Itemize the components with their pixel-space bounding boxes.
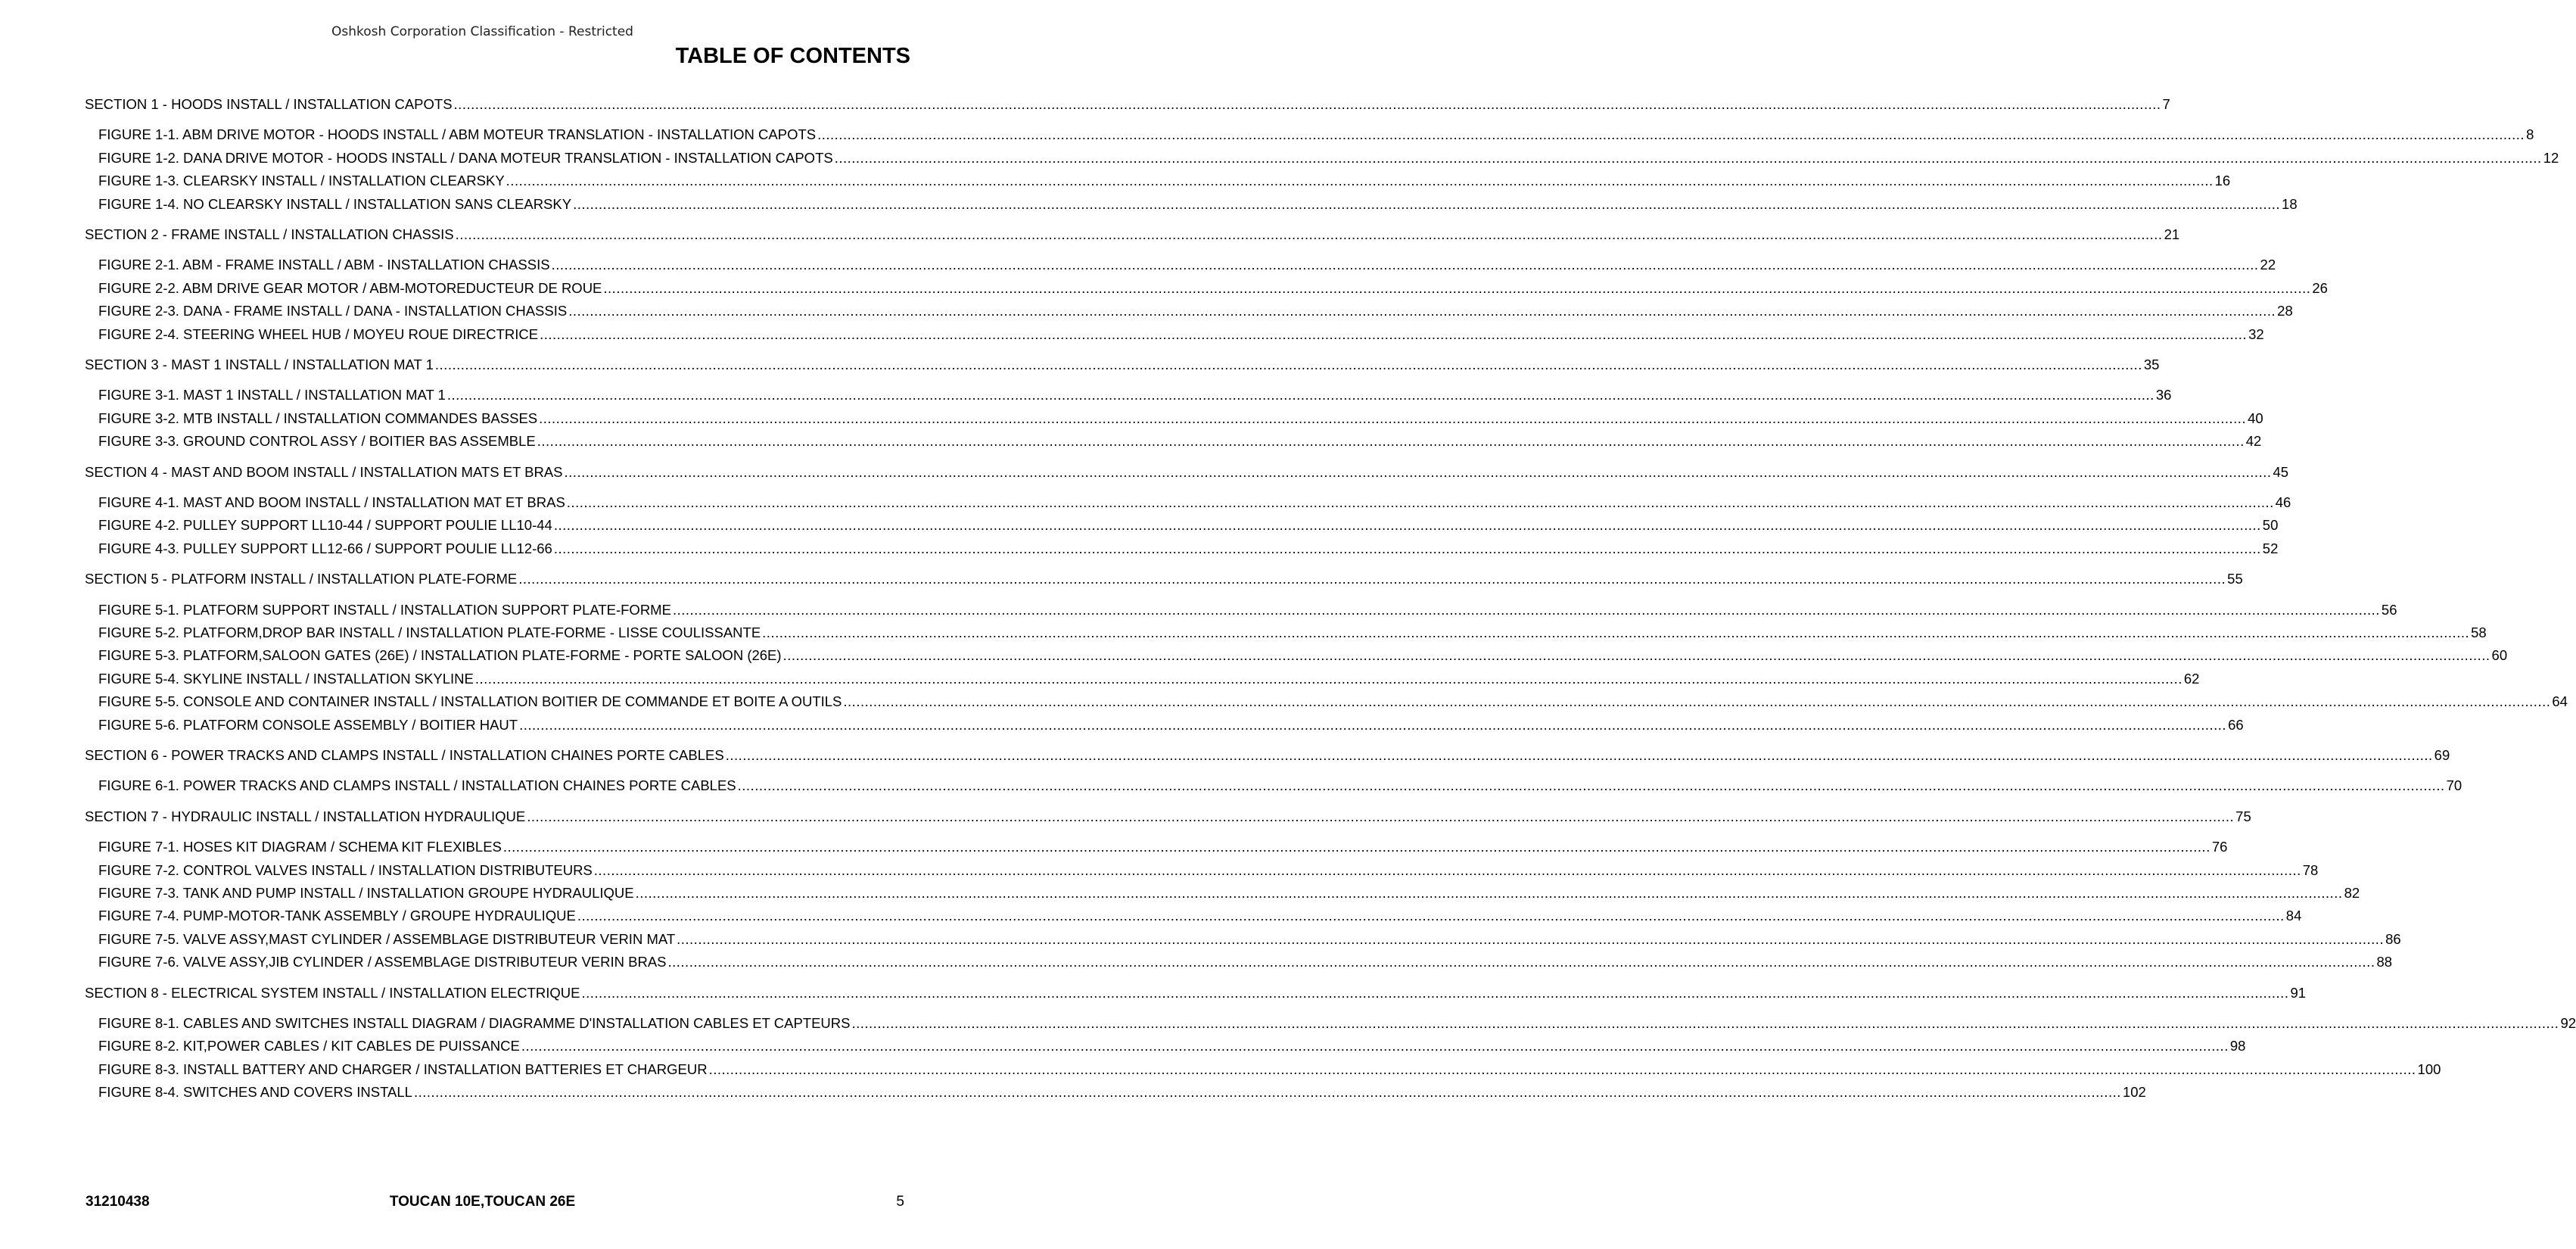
toc-entry-page: 56	[2381, 602, 2397, 618]
dot-leader: ................................................................................................................................................................................................................................................................................................................................................................................................................	[553, 517, 2261, 533]
toc-entry-page: 102	[2122, 1084, 2146, 1100]
page-title: TABLE OF CONTENTS	[675, 44, 910, 68]
toc-figure-entry[interactable]	[98, 908, 2302, 924]
dot-leader: ................................................................................................................................................................................................................................................................................................................................................................................................................	[434, 357, 2142, 372]
dot-leader: ................................................................................................................................................................................................................................................................................................................................................................................................................	[568, 303, 2276, 319]
dot-leader: ................................................................................................................................................................................................................................................................................................................................................................................................................	[577, 908, 2285, 924]
toc-entry-page: 64	[2552, 693, 2568, 709]
toc-entry-label: FIGURE 5-6. PLATFORM CONSOLE ASSEMBLY / BOITIER HAUT	[98, 717, 518, 733]
toc-entry-label: FIGURE 6-1. POWER TRACKS AND CLAMPS INSTALL / INSTALLATION CHAINES PORTE CABLES	[98, 777, 736, 793]
dot-leader: ................................................................................................................................................................................................................................................................................................................................................................................................................	[455, 226, 2163, 242]
toc-figure-entry[interactable]	[98, 540, 2279, 557]
toc-entry-page: 52	[2262, 540, 2279, 556]
toc-figure-entry[interactable]	[98, 931, 2401, 948]
dot-leader: ................................................................................................................................................................................................................................................................................................................................................................................................................	[566, 494, 2274, 510]
toc-entry-page: 88	[2376, 954, 2393, 970]
toc-entry-label: FIGURE 3-2. MTB INSTALL / INSTALLATION COMMANDES BASSES	[98, 410, 538, 426]
dot-leader: ................................................................................................................................................................................................................................................................................................................................................................................................................	[521, 1038, 2229, 1054]
toc-entry-page: 69	[2434, 747, 2450, 763]
dot-leader: ................................................................................................................................................................................................................................................................................................................................................................................................................	[553, 540, 2261, 556]
toc-figure-entry[interactable]	[98, 150, 2559, 167]
toc-entry-page: 66	[2228, 717, 2244, 733]
toc-entry-page: 46	[2275, 494, 2291, 510]
toc-entry-page: 42	[2245, 433, 2262, 449]
toc-figure-entry[interactable]	[98, 1015, 2576, 1032]
toc-entry-label: SECTION 8 - ELECTRICAL SYSTEM INSTALL / INSTALLATION ELECTRIQUE	[85, 985, 580, 1001]
dot-leader: ................................................................................................................................................................................................................................................................................................................................................................................................................	[725, 747, 2433, 763]
toc-figure-entry[interactable]	[98, 280, 2328, 297]
toc-entry-label: SECTION 7 - HYDRAULIC INSTALL / INSTALLATION HYDRAULIQUE	[85, 808, 526, 824]
toc-figure-entry[interactable]	[98, 196, 2298, 213]
toc-figure-entry[interactable]	[98, 602, 2397, 618]
dot-leader: ................................................................................................................................................................................................................................................................................................................................................................................................................	[834, 150, 2542, 166]
dot-leader: ................................................................................................................................................................................................................................................................................................................................................................................................................	[667, 954, 2375, 970]
toc-entry-page: 70	[2446, 777, 2462, 793]
classification-label: Oshkosh Corporation Classification - Restricted	[331, 24, 633, 39]
dot-leader: ................................................................................................................................................................................................................................................................................................................................................................................................................	[603, 280, 2311, 296]
toc-entry-label: FIGURE 1-2. DANA DRIVE MOTOR - HOODS INSTALL / DANA MOTEUR TRANSLATION - INSTALLATION CAPOTS	[98, 150, 833, 166]
toc-entry-page: 98	[2229, 1038, 2246, 1054]
toc-figure-entry[interactable]	[98, 126, 2534, 143]
dot-leader: ................................................................................................................................................................................................................................................................................................................................................................................................................	[502, 839, 2210, 855]
footer-models: TOUCAN 10E,TOUCAN 26E	[389, 1194, 576, 1210]
toc-entry-page: 58	[2471, 624, 2487, 640]
toc-figure-entry[interactable]	[98, 885, 2360, 902]
toc-entry-label: FIGURE 2-3. DANA - FRAME INSTALL / DANA - INSTALLATION CHASSIS	[98, 303, 568, 319]
toc-entry-label: FIGURE 8-3. INSTALL BATTERY AND CHARGER / INSTALLATION BATTERIES ET CHARGEUR	[98, 1061, 708, 1077]
toc-entry-label: FIGURE 5-3. PLATFORM,SALOON GATES (26E) / INSTALLATION PLATE-FORME - PORTE SALOON (26E)	[98, 647, 782, 663]
toc-entry-page: 86	[2385, 931, 2401, 947]
toc-entry-page: 7	[2162, 96, 2170, 112]
dot-leader: ................................................................................................................................................................................................................................................................................................................................................................................................................	[518, 571, 2226, 587]
toc-entry-label: SECTION 5 - PLATFORM INSTALL / INSTALLATION PLATE-FORME	[85, 571, 518, 587]
toc-entry-label: FIGURE 8-2. KIT,POWER CABLES / KIT CABLES DE PUISSANCE	[98, 1038, 520, 1054]
toc-section-entry[interactable]	[85, 747, 2450, 764]
toc-entry-label: SECTION 1 - HOODS INSTALL / INSTALLATION CAPOTS	[85, 96, 453, 112]
toc-figure-entry[interactable]	[98, 954, 2393, 970]
toc-figure-entry[interactable]	[98, 862, 2319, 879]
toc-entry-label: FIGURE 7-1. HOSES KIT DIAGRAM / SCHEMA KIT FLEXIBLES	[98, 839, 502, 855]
toc-entry-page: 92	[2560, 1015, 2576, 1031]
toc-entry-label: FIGURE 4-1. MAST AND BOOM INSTALL / INSTALLATION MAT ET BRAS	[98, 494, 565, 510]
dot-leader: ................................................................................................................................................................................................................................................................................................................................................................................................................	[672, 602, 2380, 618]
dot-leader: ................................................................................................................................................................................................................................................................................................................................................................................................................	[677, 931, 2385, 947]
toc-entry-page: 76	[2211, 839, 2228, 855]
toc-entry-page: 75	[2235, 808, 2251, 824]
toc-entry-label: SECTION 4 - MAST AND BOOM INSTALL / INSTALLATION MATS ET BRAS	[85, 464, 563, 480]
toc-entry-page: 28	[2277, 303, 2293, 319]
toc-figure-entry[interactable]	[98, 671, 2200, 687]
toc-figure-entry[interactable]	[98, 1038, 2246, 1054]
dot-leader: ................................................................................................................................................................................................................................................................................................................................................................................................................	[551, 257, 2259, 273]
toc-entry-page: 45	[2273, 464, 2289, 480]
dot-leader: ................................................................................................................................................................................................................................................................................................................................................................................................................	[851, 1015, 2559, 1031]
toc-entry-label: FIGURE 1-3. CLEARSKY INSTALL / INSTALLATION CLEARSKY	[98, 173, 505, 188]
dot-leader: ................................................................................................................................................................................................................................................................................................................................................................................................................	[817, 126, 2525, 142]
toc-figure-entry[interactable]	[98, 647, 2508, 664]
toc-entry-label: FIGURE 2-4. STEERING WHEEL HUB / MOYEU ROUE DIRECTRICE	[98, 326, 539, 342]
toc-entry-page: 100	[2417, 1061, 2441, 1077]
dot-leader: ................................................................................................................................................................................................................................................................................................................................................................................................................	[519, 717, 2227, 733]
dot-leader: ................................................................................................................................................................................................................................................................................................................................................................................................................	[527, 808, 2235, 824]
toc-entry-label: SECTION 2 - FRAME INSTALL / INSTALLATION CHASSIS	[85, 226, 454, 242]
toc-section-entry[interactable]	[85, 464, 2289, 481]
dot-leader: ................................................................................................................................................................................................................................................................................................................................................................................................................	[762, 624, 2470, 640]
toc-entry-page: 22	[2260, 257, 2276, 273]
toc-entry-label: SECTION 3 - MAST 1 INSTALL / INSTALLATION MAT 1	[85, 357, 434, 372]
dot-leader: ................................................................................................................................................................................................................................................................................................................................................................................................................	[453, 96, 2161, 112]
footer-page-number: 5	[896, 1194, 904, 1210]
toc-figure-entry[interactable]	[98, 777, 2462, 794]
toc-section-entry[interactable]	[85, 357, 2160, 373]
toc-figure-entry[interactable]	[98, 1084, 2146, 1101]
toc-section-entry[interactable]	[85, 226, 2180, 243]
toc-entry-label: FIGURE 4-3. PULLEY SUPPORT LL12-66 / SUPPORT POULIE LL12-66	[98, 540, 552, 556]
dot-leader: ................................................................................................................................................................................................................................................................................................................................................................................................................	[539, 410, 2247, 426]
dot-leader: ................................................................................................................................................................................................................................................................................................................................................................................................................	[782, 647, 2490, 663]
toc-entry-label: FIGURE 2-2. ABM DRIVE GEAR MOTOR / ABM-MOTOREDUCTEUR DE ROUE	[98, 280, 602, 296]
toc-figure-entry[interactable]	[98, 494, 2291, 511]
toc-entry-page: 82	[2344, 885, 2360, 901]
toc-entry-label: FIGURE 3-1. MAST 1 INSTALL / INSTALLATION MAT 1	[98, 387, 446, 403]
toc-entry-label: FIGURE 5-4. SKYLINE INSTALL / INSTALLATION SKYLINE	[98, 671, 474, 687]
dot-leader: ................................................................................................................................................................................................................................................................................................................................................................................................................	[737, 777, 2445, 793]
dot-leader: ................................................................................................................................................................................................................................................................................................................................................................................................................	[635, 885, 2343, 901]
toc-figure-entry[interactable]	[98, 387, 2172, 403]
toc-section-entry[interactable]	[85, 571, 2243, 587]
toc-entry-label: FIGURE 7-6. VALVE ASSY,JIB CYLINDER / ASSEMBLAGE DISTRIBUTEUR VERIN BRAS	[98, 954, 667, 970]
toc-entry-page: 55	[2227, 571, 2243, 587]
dot-leader: ................................................................................................................................................................................................................................................................................................................................................................................................................	[564, 464, 2272, 480]
toc-entry-page: 84	[2285, 908, 2302, 924]
toc-figure-entry[interactable]	[98, 693, 2568, 710]
toc-entry-page: 21	[2164, 226, 2180, 242]
toc-section-entry[interactable]	[85, 96, 2170, 113]
toc-entry-page: 8	[2526, 126, 2534, 142]
toc-entry-page: 78	[2302, 862, 2319, 878]
toc-entry-label: FIGURE 5-5. CONSOLE AND CONTAINER INSTALL / INSTALLATION BOITIER DE COMMANDE ET BOITE A OUTILS	[98, 693, 842, 709]
dot-leader: ................................................................................................................................................................................................................................................................................................................................................................................................................	[474, 671, 2182, 687]
toc-entry-label: FIGURE 5-1. PLATFORM SUPPORT INSTALL / INSTALLATION SUPPORT PLATE-FORME	[98, 602, 671, 618]
toc-figure-entry[interactable]	[98, 326, 2264, 343]
toc-figure-entry[interactable]	[98, 1061, 2441, 1078]
toc-entry-label: FIGURE 1-4. NO CLEARSKY INSTALL / INSTALLATION SANS CLEARSKY	[98, 196, 572, 212]
dot-leader: ................................................................................................................................................................................................................................................................................................................................................................................................................	[581, 985, 2289, 1001]
toc-figure-entry[interactable]	[98, 410, 2263, 427]
toc-figure-entry[interactable]	[98, 173, 2231, 189]
toc-entry-page: 32	[2248, 326, 2264, 342]
toc-entry-page: 60	[2491, 647, 2508, 663]
toc-entry-label: FIGURE 8-1. CABLES AND SWITCHES INSTALL DIAGRAM / DIAGRAMME D'INSTALLATION CABLES ET CAPTEURS	[98, 1015, 851, 1031]
dot-leader: ................................................................................................................................................................................................................................................................................................................................................................................................................	[573, 196, 2281, 212]
toc-entry-page: 62	[2183, 671, 2200, 687]
toc-entry-page: 91	[2290, 985, 2307, 1001]
toc-section-entry[interactable]	[85, 808, 2251, 825]
toc-figure-entry[interactable]	[98, 433, 2262, 450]
toc-figure-entry[interactable]	[98, 624, 2487, 641]
dot-leader: ................................................................................................................................................................................................................................................................................................................................................................................................................	[413, 1084, 2121, 1100]
dot-leader: ................................................................................................................................................................................................................................................................................................................................................................................................................	[708, 1061, 2416, 1077]
toc-figure-entry[interactable]	[98, 839, 2228, 855]
toc-entry-label: FIGURE 7-5. VALVE ASSY,MAST CYLINDER / ASSEMBLAGE DISTRIBUTEUR VERIN MAT	[98, 931, 676, 947]
toc-entry-page: 18	[2282, 196, 2298, 212]
toc-entry-label: FIGURE 2-1. ABM - FRAME INSTALL / ABM - INSTALLATION CHASSIS	[98, 257, 550, 273]
toc-entry-label: FIGURE 4-2. PULLEY SUPPORT LL10-44 / SUPPORT POULIE LL10-44	[98, 517, 552, 533]
toc-entry-label: FIGURE 5-2. PLATFORM,DROP BAR INSTALL / INSTALLATION PLATE-FORME - LISSE COULISSANTE	[98, 624, 761, 640]
toc-figure-entry[interactable]	[98, 517, 2279, 534]
toc-entry-page: 26	[2312, 280, 2328, 296]
toc-figure-entry[interactable]	[98, 257, 2276, 273]
toc-entry-label: FIGURE 7-4. PUMP-MOTOR-TANK ASSEMBLY / GROUPE HYDRAULIQUE	[98, 908, 576, 924]
toc-entry-page: 40	[2248, 410, 2263, 426]
toc-entry-page: 16	[2214, 173, 2231, 188]
toc-entry-label: FIGURE 7-2. CONTROL VALVES INSTALL / INSTALLATION DISTRIBUTEURS	[98, 862, 593, 878]
toc-entry-label: FIGURE 1-1. ABM DRIVE MOTOR - HOODS INSTALL / ABM MOTEUR TRANSLATION - INSTALLATION CAPOTS	[98, 126, 817, 142]
dot-leader: ................................................................................................................................................................................................................................................................................................................................................................................................................	[446, 387, 2154, 403]
toc-entry-label: SECTION 6 - POWER TRACKS AND CLAMPS INSTALL / INSTALLATION CHAINES PORTE CABLES	[85, 747, 724, 763]
dot-leader: ................................................................................................................................................................................................................................................................................................................................................................................................................	[843, 693, 2551, 709]
toc-entry-label: FIGURE 7-3. TANK AND PUMP INSTALL / INSTALLATION GROUPE HYDRAULIQUE	[98, 885, 634, 901]
dot-leader: ................................................................................................................................................................................................................................................................................................................................................................................................................	[593, 862, 2301, 878]
toc-entry-page: 12	[2543, 150, 2559, 166]
footer-doc-number: 31210438	[86, 1194, 150, 1210]
toc-entry-page: 35	[2143, 357, 2160, 372]
toc-entry-page: 36	[2155, 387, 2172, 403]
toc-section-entry[interactable]	[85, 985, 2307, 1001]
toc-entry-label: FIGURE 8-4. SWITCHES AND COVERS INSTALL	[98, 1084, 412, 1100]
toc-entry-label: FIGURE 3-3. GROUND CONTROL ASSY / BOITIER BAS ASSEMBLE	[98, 433, 536, 449]
dot-leader: ................................................................................................................................................................................................................................................................................................................................................................................................................	[540, 326, 2248, 342]
toc-entry-page: 50	[2262, 517, 2279, 533]
toc-figure-entry[interactable]	[98, 303, 2293, 319]
toc-figure-entry[interactable]	[98, 717, 2244, 734]
dot-leader: ................................................................................................................................................................................................................................................................................................................................................................................................................	[506, 173, 2214, 188]
dot-leader: ................................................................................................................................................................................................................................................................................................................................................................................................................	[537, 433, 2245, 449]
